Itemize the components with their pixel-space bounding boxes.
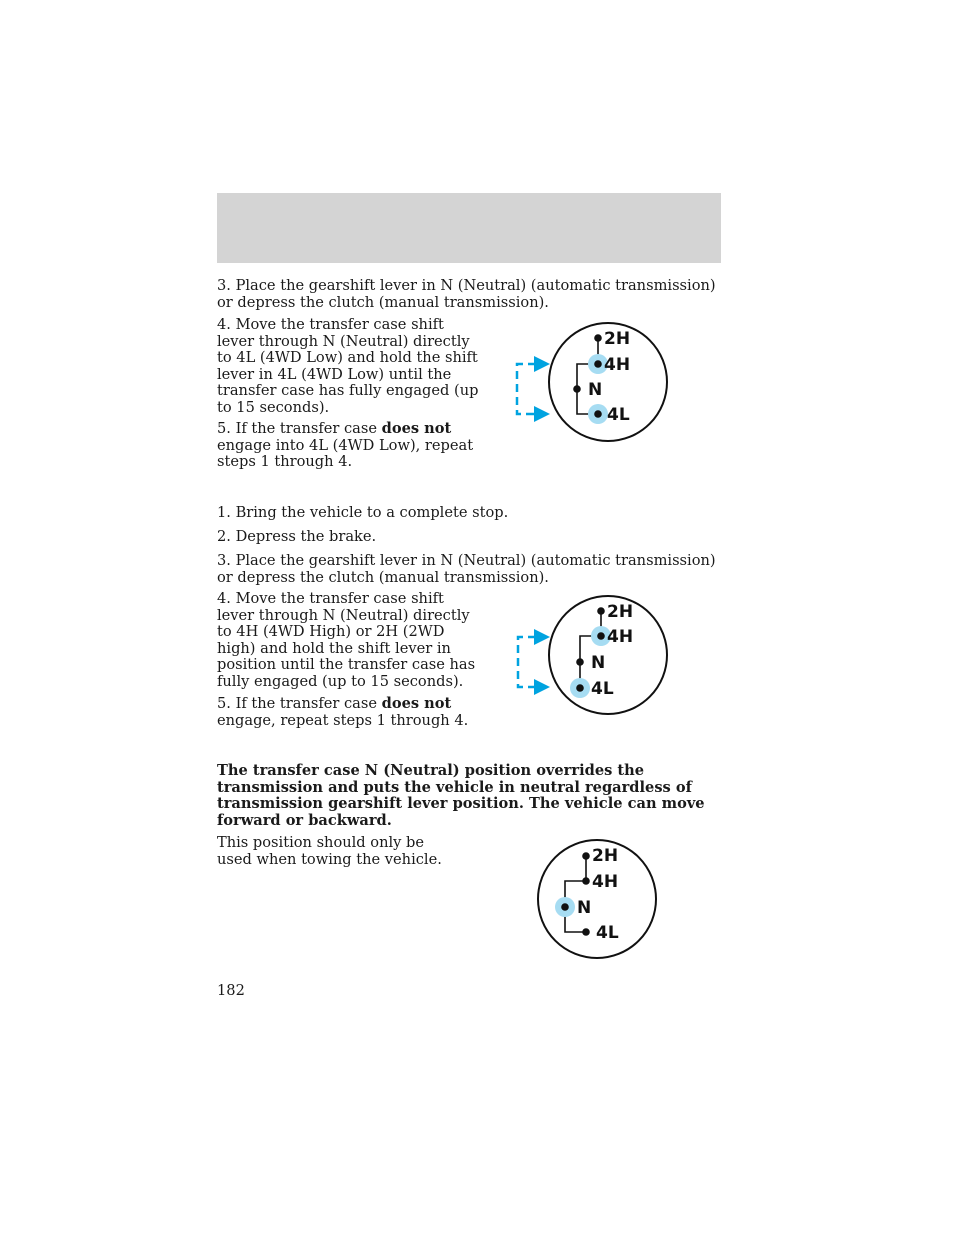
page-number: 182 — [217, 982, 245, 999]
s2-step4: 4. Move the transfer case shift lever through N (Neutral) directly to 4H (4WD High) or 2H (2WD high) and hold the shift lever in position until the transfer case has fully engaged (up to 15 seconds). — [217, 590, 476, 690]
s2-step2: 2. Depress the brake. — [217, 528, 377, 545]
label-2h: 2H — [604, 329, 631, 349]
s2-step3: 3. Place the gearshift lever in N (Neutral) (automatic transmission) or depress the clutch (manual transmission). — [217, 552, 716, 586]
label-4l: 4L — [596, 923, 619, 943]
dot-4l — [576, 684, 584, 692]
s2-step1: 1. Bring the vehicle to a complete stop. — [217, 504, 509, 521]
header-band — [217, 193, 721, 263]
dot-n — [561, 903, 569, 911]
neutral-warning: The transfer case N (Neutral) position overrides the transmission and puts the vehicle in neutral regardless of transmission gearshift lever position. The vehicle can move forward or backward. — [217, 762, 705, 829]
s1-step5: 5. If the transfer case does not engage into 4L (4WD Low), repeat steps 1 through 4. — [217, 420, 474, 470]
dot-2h — [582, 852, 590, 860]
label-4h: 4H — [604, 355, 631, 375]
dot-2h — [597, 607, 605, 615]
dot-n — [576, 658, 584, 666]
dot-2h — [594, 334, 602, 342]
label-2h: 2H — [607, 602, 634, 622]
label-2h: 2H — [592, 846, 619, 866]
label-4h: 4H — [592, 872, 619, 892]
label-n: N — [591, 653, 606, 673]
dashed-arrow-path — [518, 637, 536, 687]
dot-4l — [582, 928, 590, 936]
s1-step4: 4. Move the transfer case shift lever through N (Neutral) directly to 4L (4WD Low) and hold the shift lever in 4L (4WD Low) until the transfer case has fully engaged (up to 15 seconds). — [217, 316, 479, 416]
label-n: N — [577, 898, 592, 918]
dot-4h — [582, 877, 590, 885]
arrowhead-lower — [534, 679, 550, 695]
s1-step3: 3. Place the gearshift lever in N (Neutral) (automatic transmission) or depress the clutch (manual transmission). — [217, 277, 716, 311]
shift-diagram-4h — [510, 594, 670, 719]
label-n: N — [588, 380, 603, 400]
arrowhead-upper — [534, 629, 550, 645]
shift-diagram-neutral — [530, 837, 665, 962]
label-4l: 4L — [607, 405, 630, 425]
arrowhead-lower — [534, 406, 550, 422]
label-4h: 4H — [607, 627, 634, 647]
dot-4l — [594, 410, 602, 418]
dot-n — [573, 385, 581, 393]
arrowhead-upper — [534, 356, 550, 372]
dashed-arrow-path — [517, 364, 536, 414]
neutral-note: This position should only be used when towing the vehicle. — [217, 834, 442, 868]
s2-step5: 5. If the transfer case does not engage, repeat steps 1 through 4. — [217, 695, 469, 729]
label-4l: 4L — [591, 679, 614, 699]
dot-4h — [594, 360, 602, 368]
dot-4h — [597, 632, 605, 640]
shift-diagram-4l — [510, 320, 670, 445]
